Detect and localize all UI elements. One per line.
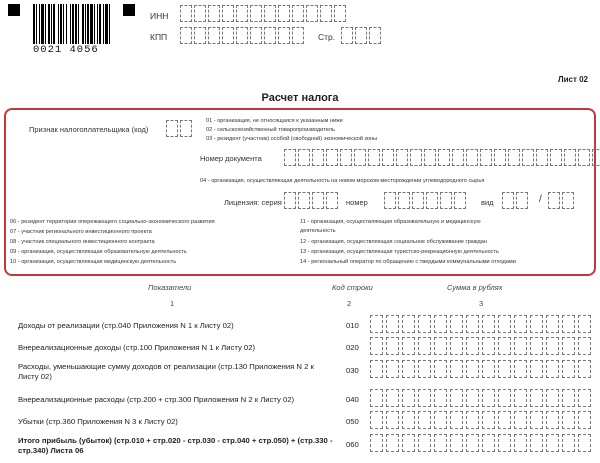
input-cell[interactable] xyxy=(562,337,575,355)
input-cell[interactable] xyxy=(418,315,431,333)
input-cell[interactable] xyxy=(382,149,394,166)
col-header-indicators: Показатели xyxy=(148,283,192,292)
input-cell[interactable] xyxy=(514,411,527,429)
input-cell[interactable] xyxy=(550,149,562,166)
input-cell[interactable] xyxy=(222,27,234,44)
input-cell[interactable] xyxy=(482,360,495,378)
input-cell[interactable] xyxy=(438,149,450,166)
input-cell[interactable] xyxy=(466,149,478,166)
row-label-020: Внереализационные доходы (стр.100 Приложения N 1 к Листу 02) xyxy=(18,343,256,352)
input-cell[interactable] xyxy=(482,337,495,355)
input-cell[interactable] xyxy=(482,434,495,452)
input-cell[interactable] xyxy=(354,149,366,166)
row-amount-030[interactable] xyxy=(370,360,594,378)
input-cell[interactable] xyxy=(454,192,466,209)
input-cell[interactable] xyxy=(514,389,527,407)
input-cell[interactable] xyxy=(514,360,527,378)
input-cell[interactable] xyxy=(530,315,543,333)
input-cell[interactable] xyxy=(530,434,543,452)
input-cell[interactable] xyxy=(236,5,248,22)
input-cell[interactable] xyxy=(578,315,591,333)
input-cell[interactable] xyxy=(402,411,415,429)
input-cell[interactable] xyxy=(514,434,527,452)
input-cell[interactable] xyxy=(326,192,338,209)
input-cell[interactable] xyxy=(578,149,590,166)
input-cell[interactable] xyxy=(562,389,575,407)
input-cell[interactable] xyxy=(326,149,338,166)
page-title: Расчет налога xyxy=(261,92,339,104)
input-cell[interactable] xyxy=(284,192,296,209)
input-cell[interactable] xyxy=(418,434,431,452)
col-header-code: Код строки xyxy=(332,283,373,292)
input-cell[interactable] xyxy=(482,315,495,333)
input-cell[interactable] xyxy=(578,434,591,452)
col-number-1: 1 xyxy=(170,299,175,308)
col-header-sum: Сумма в рублях xyxy=(447,283,503,292)
input-cell[interactable] xyxy=(434,389,447,407)
input-cell[interactable] xyxy=(250,5,262,22)
input-cell[interactable] xyxy=(412,192,424,209)
input-cell[interactable] xyxy=(386,315,399,333)
input-cell[interactable] xyxy=(208,5,220,22)
input-cell[interactable] xyxy=(370,360,383,378)
input-cell[interactable] xyxy=(370,337,383,355)
input-cell[interactable] xyxy=(466,337,479,355)
input-cell[interactable] xyxy=(402,360,415,378)
kpp-label: КПП xyxy=(150,32,168,42)
input-cell[interactable] xyxy=(434,360,447,378)
input-cell[interactable] xyxy=(498,389,511,407)
row-code-020: 020 xyxy=(346,343,359,352)
row-code-010: 010 xyxy=(346,321,359,330)
input-cell[interactable] xyxy=(180,120,192,137)
input-cell[interactable] xyxy=(498,337,511,355)
input-cell[interactable] xyxy=(355,27,367,44)
input-cell[interactable] xyxy=(546,360,559,378)
input-cell[interactable] xyxy=(278,27,290,44)
input-cell[interactable] xyxy=(166,120,178,137)
input-cell[interactable] xyxy=(450,411,463,429)
input-cell[interactable] xyxy=(418,360,431,378)
barcode-number: 0021 4056 xyxy=(33,44,99,56)
input-cell[interactable] xyxy=(370,434,383,452)
input-cell[interactable] xyxy=(236,27,248,44)
code-11: 11 - организация, осуществляющая образовательную и медицинскую xyxy=(300,219,481,225)
input-cell[interactable] xyxy=(466,360,479,378)
input-cell[interactable] xyxy=(180,27,192,44)
code-03: 03 - резидент (участник) особой (свободной) экономической зоны xyxy=(206,136,378,142)
col-number-3: 3 xyxy=(479,299,484,308)
input-cell[interactable] xyxy=(418,337,431,355)
input-cell[interactable] xyxy=(562,192,574,209)
input-cell[interactable] xyxy=(208,27,220,44)
taxpayer-sign-label: Признак налогоплательщика (код) xyxy=(29,125,149,134)
input-cell[interactable] xyxy=(386,411,399,429)
slash-separator: / xyxy=(539,194,542,205)
doc-number-field[interactable] xyxy=(284,149,600,166)
input-cell[interactable] xyxy=(516,192,528,209)
input-cell[interactable] xyxy=(482,389,495,407)
input-cell[interactable] xyxy=(386,360,399,378)
input-cell[interactable] xyxy=(398,192,410,209)
input-cell[interactable] xyxy=(536,149,548,166)
input-cell[interactable] xyxy=(578,389,591,407)
row-label-010: Доходы от реализации (стр.040 Приложения N 1 к Листу 02) xyxy=(18,321,234,330)
input-cell[interactable] xyxy=(402,434,415,452)
input-cell[interactable] xyxy=(410,149,422,166)
input-cell[interactable] xyxy=(312,192,324,209)
input-cell[interactable] xyxy=(386,337,399,355)
input-cell[interactable] xyxy=(578,360,591,378)
license-series-label: Лицензия: серия xyxy=(224,198,282,207)
row-code-060: 060 xyxy=(346,440,359,449)
code-11-cont: деятельность xyxy=(300,228,336,234)
input-cell[interactable] xyxy=(466,434,479,452)
input-cell[interactable] xyxy=(402,337,415,355)
taxpayer-sign-code-field[interactable] xyxy=(166,120,194,137)
inn-label: ИНН xyxy=(150,11,169,21)
input-cell[interactable] xyxy=(592,149,600,166)
input-cell[interactable] xyxy=(306,5,318,22)
input-cell[interactable] xyxy=(562,434,575,452)
input-cell[interactable] xyxy=(466,411,479,429)
input-cell[interactable] xyxy=(434,411,447,429)
input-cell[interactable] xyxy=(450,360,463,378)
input-cell[interactable] xyxy=(564,149,576,166)
input-cell[interactable] xyxy=(426,192,438,209)
page-label: Стр. xyxy=(318,32,336,42)
input-cell[interactable] xyxy=(264,27,276,44)
license-series-field[interactable] xyxy=(284,192,340,209)
input-cell[interactable] xyxy=(180,5,192,22)
input-cell[interactable] xyxy=(546,411,559,429)
code-12: 12 - организация, осуществляющая социальное обслуживание граждан xyxy=(300,239,487,245)
input-cell[interactable] xyxy=(562,411,575,429)
license-kind-label: вид xyxy=(481,198,494,207)
input-cell[interactable] xyxy=(222,5,234,22)
input-cell[interactable] xyxy=(480,149,492,166)
input-cell[interactable] xyxy=(278,5,290,22)
code-09: 09 - организация, осуществляющая образовательную деятельность xyxy=(10,249,187,255)
code-10: 10 - организация, осуществляющая медицинскую деятельность xyxy=(10,259,177,265)
input-cell[interactable] xyxy=(450,337,463,355)
input-cell[interactable] xyxy=(334,5,346,22)
input-cell[interactable] xyxy=(498,315,511,333)
input-cell[interactable] xyxy=(292,5,304,22)
input-cell[interactable] xyxy=(402,315,415,333)
page-number-field[interactable] xyxy=(341,27,383,44)
input-cell[interactable] xyxy=(386,389,399,407)
input-cell[interactable] xyxy=(498,434,511,452)
input-cell[interactable] xyxy=(386,434,399,452)
input-cell[interactable] xyxy=(546,389,559,407)
license-number-field[interactable] xyxy=(384,192,468,209)
input-cell[interactable] xyxy=(530,337,543,355)
code-02: 02 - сельскохозяйственный товаропроизводитель xyxy=(206,127,335,133)
inn-field[interactable] xyxy=(180,5,348,22)
input-cell[interactable] xyxy=(578,411,591,429)
code-14: 14 - региональный оператор по обращению с твердыми коммунальными отходами xyxy=(300,259,516,265)
input-cell[interactable] xyxy=(284,149,296,166)
input-cell[interactable] xyxy=(508,149,520,166)
input-cell[interactable] xyxy=(450,434,463,452)
kpp-field[interactable] xyxy=(180,27,306,44)
col-number-2: 2 xyxy=(347,299,352,308)
input-cell[interactable] xyxy=(546,434,559,452)
input-cell[interactable] xyxy=(370,411,383,429)
code-08: 08 - участник специального инвестиционного контракта xyxy=(10,239,155,245)
input-cell[interactable] xyxy=(440,192,452,209)
input-cell[interactable] xyxy=(320,5,332,22)
input-cell[interactable] xyxy=(514,315,527,333)
input-cell[interactable] xyxy=(292,27,304,44)
input-cell[interactable] xyxy=(452,149,464,166)
row-label-030: Расходы, уменьшающие сумму доходов от реализации (стр.130 Приложения N 2 к Листу 02) xyxy=(18,362,314,381)
input-cell[interactable] xyxy=(370,315,383,333)
input-cell[interactable] xyxy=(562,315,575,333)
input-cell[interactable] xyxy=(466,389,479,407)
license-kind-field[interactable] xyxy=(502,192,530,209)
code-06: 06 - резидент территории опережающего социально-экономического развития xyxy=(10,219,215,225)
barcode xyxy=(33,4,137,44)
input-cell[interactable] xyxy=(530,360,543,378)
row-code-040: 040 xyxy=(346,395,359,404)
input-cell[interactable] xyxy=(194,27,206,44)
input-cell[interactable] xyxy=(402,389,415,407)
row-amount-040[interactable] xyxy=(370,389,594,407)
sheet-label: Лист 02 xyxy=(557,75,588,84)
code-13: 13 - организация, осуществляющая туристско-рекреационную деятельность xyxy=(300,249,499,255)
code-01: 01 - организация, не относящаяся к указанным ниже xyxy=(206,118,344,124)
input-cell[interactable] xyxy=(264,5,276,22)
doc-number-label: Номер документа xyxy=(200,154,262,163)
row-code-050: 050 xyxy=(346,417,359,426)
code-04: 04 - организация, осуществляющая деятельность на новом морском месторождении углеводородного сырья xyxy=(200,178,485,184)
input-cell[interactable] xyxy=(522,149,534,166)
input-cell[interactable] xyxy=(530,389,543,407)
input-cell[interactable] xyxy=(546,315,559,333)
input-cell[interactable] xyxy=(368,149,380,166)
input-cell[interactable] xyxy=(384,192,396,209)
input-cell[interactable] xyxy=(546,337,559,355)
input-cell[interactable] xyxy=(418,389,431,407)
input-cell[interactable] xyxy=(396,149,408,166)
row-label-060: Итого прибыль (убыток) (стр.010 + стр.020 - стр.030 - стр.040 + стр.050) + (стр.330 - стр.340) Листа 06 xyxy=(18,436,333,455)
input-cell[interactable] xyxy=(418,411,431,429)
input-cell[interactable] xyxy=(434,315,447,333)
input-cell[interactable] xyxy=(548,192,560,209)
input-cell[interactable] xyxy=(498,411,511,429)
input-cell[interactable] xyxy=(494,149,506,166)
input-cell[interactable] xyxy=(194,5,206,22)
license-kind-suffix-field[interactable] xyxy=(548,192,576,209)
row-amount-010[interactable] xyxy=(370,315,594,333)
input-cell[interactable] xyxy=(341,27,353,44)
input-cell[interactable] xyxy=(434,434,447,452)
input-cell[interactable] xyxy=(250,27,262,44)
row-label-050: Убытки (стр.360 Приложения N 3 к Листу 02) xyxy=(18,417,178,426)
row-amount-050[interactable] xyxy=(370,411,594,429)
corner-marker-left xyxy=(8,4,20,16)
license-number-label: номер xyxy=(346,198,368,207)
input-cell[interactable] xyxy=(514,337,527,355)
input-cell[interactable] xyxy=(312,149,324,166)
input-cell[interactable] xyxy=(578,337,591,355)
input-cell[interactable] xyxy=(424,149,436,166)
input-cell[interactable] xyxy=(370,389,383,407)
row-amount-060[interactable] xyxy=(370,434,594,452)
row-code-030: 030 xyxy=(346,366,359,375)
row-label-040: Внереализационные расходы (стр.200 + стр.300 Приложения N 2 к Листу 02) xyxy=(18,395,295,404)
row-amount-020[interactable] xyxy=(370,337,594,355)
code-07: 07 - участник регионального инвестиционного проекта xyxy=(10,229,152,235)
input-cell[interactable] xyxy=(530,411,543,429)
input-cell[interactable] xyxy=(369,27,381,44)
input-cell[interactable] xyxy=(466,315,479,333)
input-cell[interactable] xyxy=(502,192,514,209)
input-cell[interactable] xyxy=(562,360,575,378)
input-cell[interactable] xyxy=(498,360,511,378)
input-cell[interactable] xyxy=(298,192,310,209)
input-cell[interactable] xyxy=(450,315,463,333)
input-cell[interactable] xyxy=(434,337,447,355)
input-cell[interactable] xyxy=(298,149,310,166)
input-cell[interactable] xyxy=(340,149,352,166)
input-cell[interactable] xyxy=(482,411,495,429)
input-cell[interactable] xyxy=(450,389,463,407)
